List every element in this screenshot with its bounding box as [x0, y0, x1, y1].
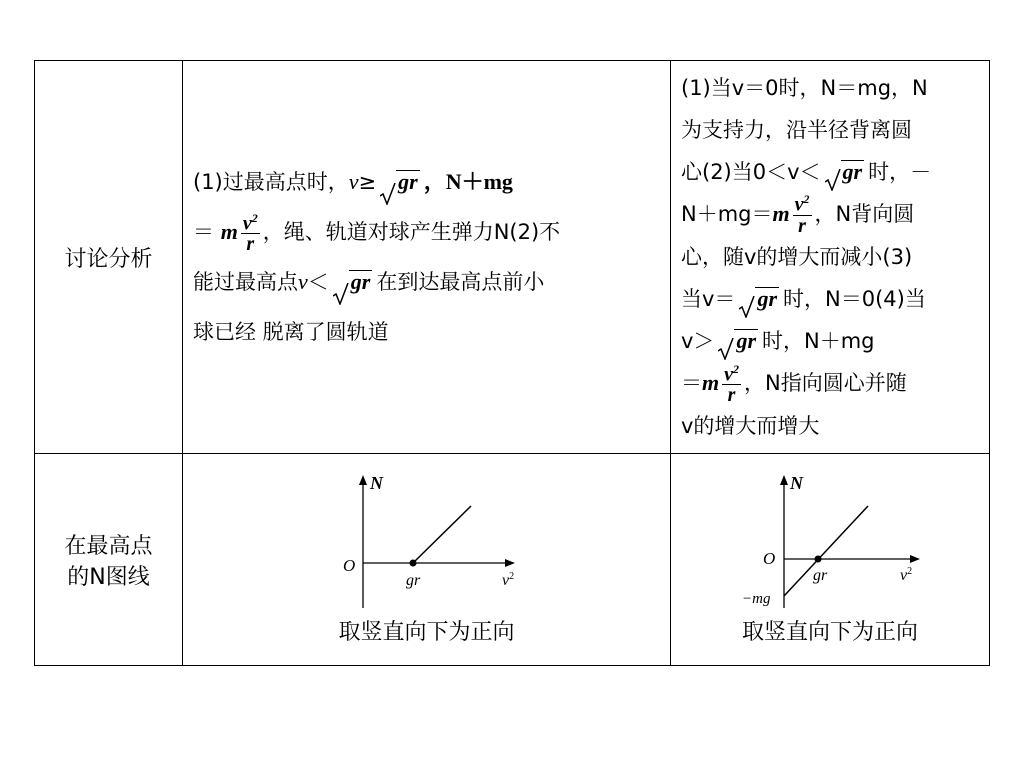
rod-line-7: v＞ gr 时，N＋mg — [681, 329, 875, 353]
gr-point — [409, 560, 416, 567]
sqrt-gr: gr — [718, 320, 758, 362]
sqrt-gr: gr — [380, 157, 420, 207]
table-row-graphs — [35, 454, 990, 666]
y-axis-arrow — [780, 475, 788, 485]
rope-n-graph — [317, 473, 537, 613]
rod-n-graph — [730, 473, 930, 613]
x-axis-arrow — [505, 559, 515, 567]
sqrt-gr: gr — [333, 257, 373, 307]
rope-line-1: (1)过最高点时，v≥ gr ，N＋mg — [193, 170, 513, 194]
rod-line-3: 心(2)当0＜v＜ gr 时，－ — [681, 160, 931, 184]
comparison-table — [34, 60, 990, 666]
x-tick-gr: gr — [405, 572, 420, 589]
y-axis-label: N — [369, 473, 383, 493]
fraction-v2-over-r: $\frac{v^2}{r}$ — [242, 210, 258, 256]
rod-line-6: 当v＝ gr 时，N＝0(4)当 — [681, 287, 926, 311]
x-axis-label: $v^2$ — [501, 571, 514, 589]
origin-label: O — [763, 549, 776, 568]
y-axis-label: N — [790, 473, 803, 493]
cell-rope-graph — [183, 454, 671, 666]
rod-line-1: (1)当v＝0时，N＝mg，N — [681, 75, 928, 100]
cell-rod-graph — [671, 454, 990, 666]
rope-graph-caption: 取竖直向下为正向 — [338, 620, 515, 645]
table-row-discussion — [35, 61, 990, 454]
y-axis-arrow — [359, 475, 367, 485]
rod-line-4: N＋mg＝m $\frac{v^2}{r}$ ，N背向圆 — [681, 192, 915, 237]
rod-graph-caption: 取竖直向下为正向 — [741, 620, 918, 645]
origin-label: O — [342, 556, 355, 575]
fraction-v2-over-r: $\frac{v^2}{r}$ — [724, 361, 740, 407]
rope-line-2: ＝ m $\frac{v^2}{r}$ ，绳、轨道对球产生弹力N(2)不 — [193, 210, 561, 256]
cell-rope-analysis — [183, 61, 671, 454]
fraction-v2-over-r: $\frac{v^2}{r}$ — [794, 192, 810, 237]
rod-line-5: 心，随v的增大而减小(3) — [681, 245, 913, 269]
sqrt-gr: gr — [825, 151, 865, 193]
row-header-discussion: 讨论分析 — [35, 61, 183, 454]
rope-line-3: 能过最高点v＜ gr 在到达最高点前小 — [193, 270, 544, 294]
rope-line-4: 球已经 脱离了圆轨道 — [193, 320, 389, 344]
row-header-graphs: 在最高点 的N图线 — [35, 454, 183, 666]
rod-line-2: 为支持力，沿半径背离圆 — [681, 117, 912, 142]
x-axis-arrow — [910, 555, 920, 563]
rod-line-9: v的增大而增大 — [681, 414, 820, 439]
x-axis-label: $v^2$ — [900, 566, 913, 584]
n-line — [413, 506, 471, 563]
gr-point — [815, 556, 822, 563]
y-tick-neg-mg: −mg — [742, 591, 771, 607]
rod-line-8: ＝m $\frac{v^2}{r}$ ，N指向圆心并随 — [681, 361, 907, 407]
sqrt-gr: gr — [739, 278, 779, 320]
cell-rod-analysis — [671, 61, 990, 454]
x-tick-gr: gr — [813, 567, 828, 584]
